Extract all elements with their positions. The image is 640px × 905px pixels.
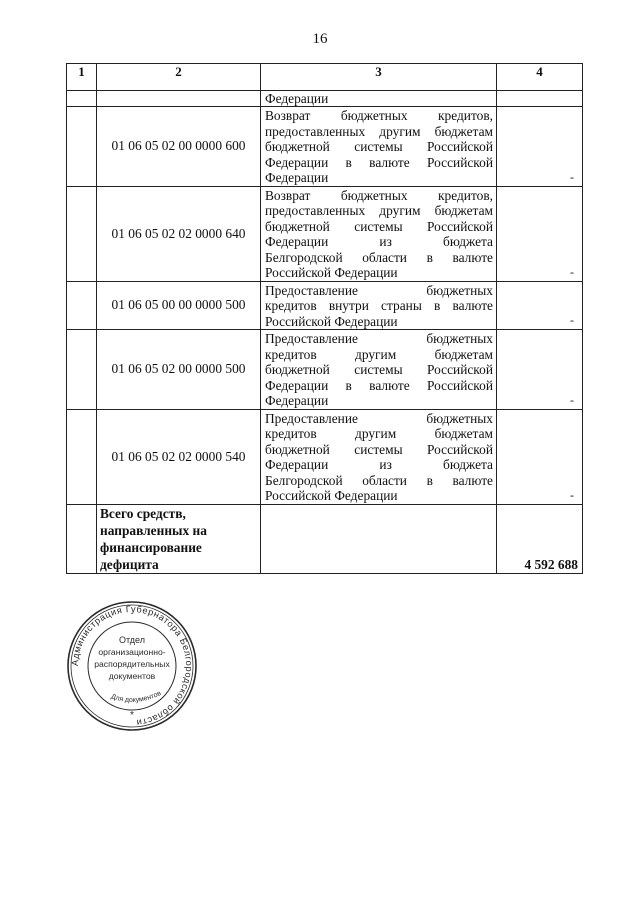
stamp-bottom-text: Для документов (110, 690, 163, 705)
description-line: бюджетной системы Российской (265, 441, 493, 457)
budget-description (261, 409, 497, 504)
description-line: Возврат бюджетных кредитов, (265, 108, 493, 123)
description-line: Предоставление бюджетных (265, 410, 493, 426)
description-line: кредитов другим бюджетам (265, 426, 493, 441)
total-label-line: Всего средств, (100, 505, 186, 521)
description-line: Белгородской области в валюте (265, 472, 493, 488)
budget-description (261, 330, 497, 410)
amount-cell (497, 281, 583, 330)
description-line: бюджетной системы Российской (265, 218, 493, 234)
stamp-line-4: документов (108, 671, 156, 681)
total-label (97, 504, 261, 573)
stamp-ring-text: Администрация Губернатора Белгородской области (69, 603, 195, 728)
budget-code: 01 06 05 00 00 0000 500 (97, 281, 261, 330)
description-line: предоставленных другим бюджетам (265, 123, 493, 139)
description-line: Предоставление бюджетных (265, 282, 493, 298)
description-line: Федерации из бюджета (265, 457, 493, 472)
table-header-row (67, 64, 583, 91)
description-line: бюджетной системы Российской (265, 362, 493, 377)
amount-value: - (570, 313, 574, 327)
description-line: бюджетной системы Российской (265, 139, 493, 154)
amount-value: - (570, 169, 574, 184)
amount-value: - (570, 264, 574, 279)
header-col-2: 2 (97, 64, 261, 91)
total-label-line: направленных на (100, 522, 207, 538)
budget-description (261, 107, 497, 187)
stamp-line-1: Отдел (118, 635, 146, 645)
amount-value: - (570, 392, 574, 407)
organization-stamp (66, 600, 198, 732)
table-row (67, 281, 583, 330)
amount-cell (497, 107, 583, 187)
total-label-line: финансирование (100, 539, 202, 555)
budget-code: 01 06 05 02 00 0000 600 (97, 107, 261, 187)
table-row (67, 107, 583, 187)
description-line: кредитов другим бюджетам (265, 346, 493, 362)
description-line: Федерации из бюджета (265, 234, 493, 249)
description-line: Федерации (265, 170, 329, 185)
amount-cell (497, 330, 583, 410)
description-line: Предоставление бюджетных (265, 331, 493, 346)
amount-value: - (570, 487, 574, 502)
stamp-line-3: распорядительных (94, 659, 170, 669)
total-label-line: дефицита (100, 556, 159, 572)
amount-cell (497, 186, 583, 281)
budget-table (66, 63, 583, 574)
budget-description (261, 186, 497, 281)
page-number: 16 (312, 31, 328, 47)
description-line: Белгородской области в валюте (265, 249, 493, 265)
description-line: Российской Федерации (265, 313, 398, 329)
table-row (67, 409, 583, 504)
amount-cell (497, 409, 583, 504)
total-row (67, 504, 583, 573)
continued-row (67, 91, 583, 107)
budget-code: 01 06 05 02 02 0000 640 (97, 186, 261, 281)
header-col-1: 1 (67, 64, 97, 91)
description-line: Возврат бюджетных кредитов, (265, 187, 493, 203)
description-line: Федерации в валюте Российской (265, 377, 493, 393)
description-line: Федерации (265, 393, 329, 408)
header-col-4: 4 (497, 64, 583, 91)
stamp-line-2: организационно- (98, 647, 166, 657)
header-col-3: 3 (261, 64, 497, 91)
total-amount: 4 592 688 (497, 504, 583, 573)
stamp-star-icon: * (130, 710, 134, 721)
budget-code: 01 06 05 02 00 0000 500 (97, 330, 261, 410)
description-line: Федерации в валюте Российской (265, 154, 493, 170)
description-line: кредитов внутри страны в валюте (265, 298, 493, 313)
description-line: Российской Федерации (265, 488, 398, 503)
budget-description (261, 281, 497, 330)
table-row (67, 186, 583, 281)
continued-text: Федерации (261, 91, 497, 107)
description-line: Российской Федерации (265, 265, 398, 280)
table-row (67, 330, 583, 410)
description-line: предоставленных другим бюджетам (265, 203, 493, 218)
budget-code: 01 06 05 02 02 0000 540 (97, 409, 261, 504)
